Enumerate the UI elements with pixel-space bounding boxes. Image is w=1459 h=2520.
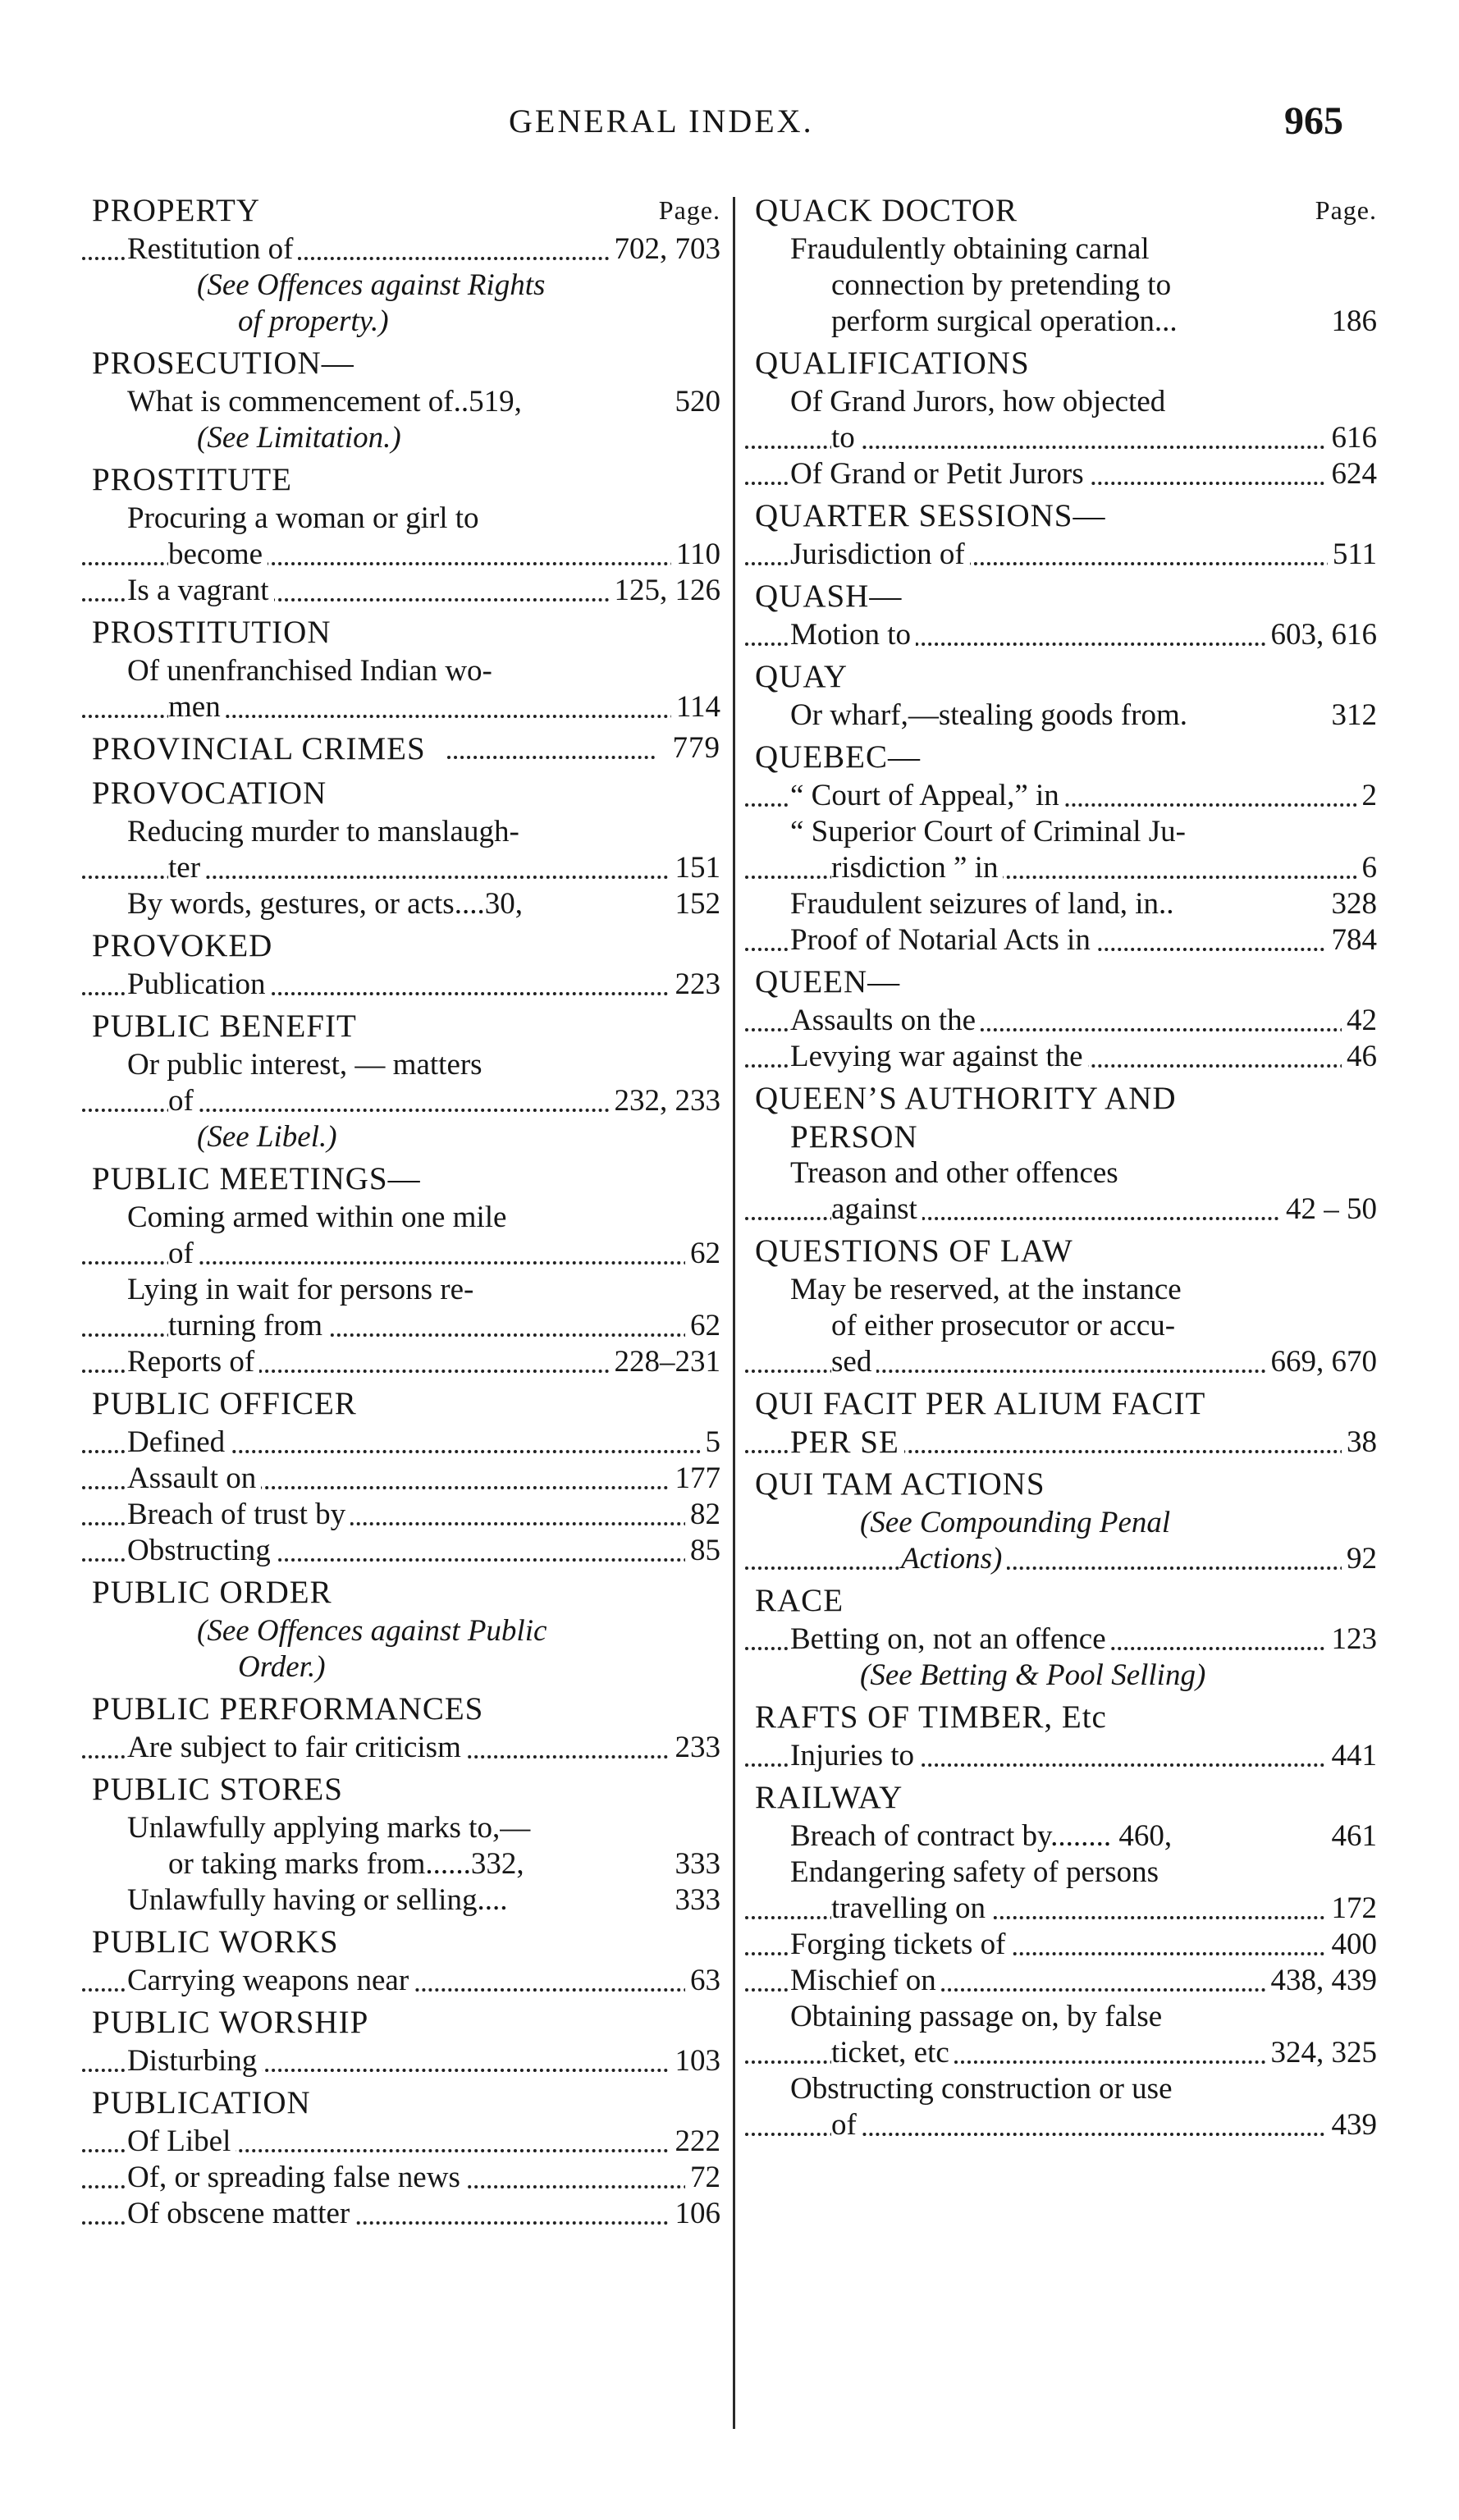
entry-heading-row [82, 345, 720, 384]
entry-line [82, 1497, 720, 1533]
entry-line [745, 1855, 1377, 1891]
index-column-right [745, 192, 1377, 2148]
entry-heading: QUAY [755, 659, 848, 694]
entry-text: Assaults on the [790, 1003, 981, 1039]
entry-heading-row [745, 963, 1377, 1003]
entry-line [745, 1039, 1377, 1075]
entry-heading-row [82, 775, 720, 814]
entry-text: Injuries to [790, 1738, 919, 1774]
index-entry [82, 614, 720, 725]
entry-heading-row [82, 1160, 720, 1200]
entry-line [745, 814, 1377, 850]
entry-page-ref: 114 [671, 689, 720, 725]
entry-text: (See Offences against Public [197, 1613, 551, 1649]
entry-page-ref: 151 [670, 850, 721, 886]
entry-line [745, 617, 1377, 653]
entry-text: Unlawfully applying marks to,— [127, 1810, 535, 1846]
entry-page-ref: 232, 233 [610, 1083, 721, 1119]
running-title: GENERAL INDEX. [509, 103, 814, 139]
entry-line [82, 850, 720, 886]
entry-text: (See Libel.) [197, 1119, 342, 1155]
entry-page-ref: 333 [670, 1882, 721, 1919]
entry-text: What is commencement of..519, [127, 384, 527, 420]
entry-heading: QUI FACIT PER ALIUM FACIT [755, 1386, 1206, 1421]
index-entry [745, 1385, 1377, 1461]
entry-line [82, 384, 720, 420]
entry-line [745, 1425, 1377, 1461]
entry-text: Lying in wait for persons re- [127, 1272, 478, 1308]
index-entry [745, 658, 1377, 734]
entry-page-ref: 92 [1342, 1541, 1377, 1577]
entry-line [82, 1425, 720, 1461]
entry-text: Actions) [901, 1541, 1007, 1577]
index-entry [82, 461, 720, 609]
entry-line [745, 304, 1377, 340]
index-entry [82, 1574, 720, 1685]
entry-heading: PUBLIC PERFORMANCES [92, 1691, 484, 1726]
entry-text: Proof of Notarial Acts in [790, 922, 1095, 958]
entry-text: Fraudulently obtaining carnal [790, 231, 1155, 268]
index-entry [745, 739, 1377, 958]
entry-heading-row [745, 345, 1377, 384]
dot-leader [745, 1566, 1377, 1570]
entry-heading: QUEEN’S AUTHORITY AND [755, 1081, 1177, 1116]
entry-heading: PUBLIC WORKS [92, 1924, 339, 1960]
entry-page-ref: 177 [670, 1461, 721, 1497]
entry-heading: PROSECUTION— [92, 345, 354, 381]
entry-line [745, 1272, 1377, 1308]
entry-page-ref: 186 [1327, 304, 1378, 340]
entry-text: of [831, 2107, 862, 2143]
entry-line [745, 2035, 1377, 2071]
entry-heading-row [82, 2004, 720, 2043]
entry-heading: QUI TAM ACTIONS [755, 1466, 1045, 1502]
entry-text: to [831, 420, 860, 456]
index-entry [82, 927, 720, 1003]
entry-line [745, 1738, 1377, 1774]
entry-line [82, 501, 720, 537]
entry-heading-row [82, 1008, 720, 1047]
entry-heading-row [82, 1574, 720, 1613]
entry-text: men [168, 689, 226, 725]
entry-text: Are subject to fair criticism [127, 1730, 466, 1766]
index-entry [745, 578, 1377, 653]
entry-line [82, 1236, 720, 1272]
entry-page-ref: 106 [670, 2196, 721, 2232]
index-entry [82, 730, 720, 770]
column-divider [733, 197, 735, 2429]
entry-heading: PROVINCIAL CRIMES [92, 731, 426, 766]
entry-line [82, 1461, 720, 1497]
entry-text: Of, or spreading false news [127, 2160, 465, 2196]
entry-text: Defined [127, 1425, 230, 1461]
index-entry [745, 1779, 1377, 2143]
entry-text: or taking marks from......332, [168, 1846, 529, 1882]
entry-line [745, 697, 1377, 734]
entry-text: Jurisdiction of [790, 537, 970, 573]
entry-page-ref: 72 [685, 2160, 720, 2196]
entry-line [745, 778, 1377, 814]
entry-line [745, 1999, 1377, 2035]
entry-page-ref: 62 [685, 1308, 720, 1344]
entry-text: risdiction ” in [831, 850, 1003, 886]
entry-heading-row [745, 1080, 1377, 1119]
entry-heading: PUBLIC MEETINGS— [92, 1161, 421, 1196]
entry-text: Restitution of [127, 231, 298, 268]
entry-line [82, 1730, 720, 1766]
entry-text: Of Grand or Petit Jurors [790, 456, 1089, 492]
entry-line [82, 1308, 720, 1344]
entry-line [745, 2071, 1377, 2107]
entry-text: (See Betting & Pool Selling) [860, 1658, 1210, 1694]
entry-text: become [168, 537, 268, 573]
entry-line [745, 922, 1377, 958]
entry-heading-row [745, 578, 1377, 617]
entry-page-ref: 520 [670, 384, 721, 420]
entry-page-ref: 511 [1328, 537, 1377, 573]
entry-line [745, 1308, 1377, 1344]
entry-text: Coming armed within one mile [127, 1200, 511, 1236]
entry-line [82, 1613, 720, 1649]
entry-text: By words, gestures, or acts....30, [127, 886, 528, 922]
entry-line [82, 1083, 720, 1119]
entry-line [82, 537, 720, 573]
entry-heading-row [82, 927, 720, 967]
entry-page-ref: 439 [1327, 2107, 1378, 2143]
entry-text: of [168, 1236, 199, 1272]
entry-line [82, 814, 720, 850]
entry-page-ref: 400 [1327, 1927, 1378, 1963]
index-entry [82, 2084, 720, 2232]
entry-heading: PROVOKED [92, 928, 273, 963]
index-entry [745, 497, 1377, 573]
index-entry [745, 1582, 1377, 1694]
running-header [0, 99, 1459, 151]
index-entry [745, 1080, 1377, 1228]
entry-page-ref: 125, 126 [610, 573, 721, 609]
entry-heading: PUBLIC ORDER [92, 1575, 332, 1610]
entry-text: Is a vagrant [127, 573, 274, 609]
entry-text: Disturbing [127, 2043, 262, 2079]
entry-line [82, 420, 720, 456]
entry-text: Or public interest, — matters [127, 1047, 487, 1083]
entry-heading-row [82, 1690, 720, 1730]
entry-text: of either prosecutor or accu- [831, 1308, 1180, 1344]
entry-text: Betting on, not an offence [790, 1621, 1111, 1658]
entry-page-ref: 223 [670, 967, 721, 1003]
entry-line [745, 1541, 1377, 1577]
entry-text: Levying war against the [790, 1039, 1088, 1075]
entry-line [745, 1155, 1377, 1191]
entry-page-ref: 82 [685, 1497, 720, 1533]
entry-line [82, 268, 720, 304]
entry-text: Of Grand Jurors, how objected [790, 384, 1170, 420]
entry-text: Breach of trust by [127, 1497, 350, 1533]
entry-text: Reducing murder to manslaugh- [127, 814, 524, 850]
entry-heading: PUBLIC BENEFIT [92, 1008, 357, 1044]
entry-page-ref: 85 [685, 1533, 720, 1569]
entry-text: Mischief on [790, 1963, 941, 1999]
entry-line [82, 1200, 720, 1236]
entry-line [82, 1533, 720, 1569]
entry-text: Carrying weapons near [127, 1963, 414, 1999]
entry-page-ref: 123 [1327, 1621, 1378, 1658]
entry-text: Reports of [127, 1344, 259, 1380]
entry-line [745, 1344, 1377, 1380]
entry-page-ref: 103 [670, 2043, 721, 2079]
entry-page-ref: 441 [1327, 1738, 1378, 1774]
entry-text: Fraudulent seizures of land, in.. [790, 886, 1179, 922]
entry-text: (See Compounding Penal [860, 1505, 1175, 1541]
entry-line [82, 653, 720, 689]
entry-line [745, 1927, 1377, 1963]
entry-line [82, 1649, 720, 1685]
entry-text: Publication [127, 967, 271, 1003]
entry-text: PER SE [790, 1425, 904, 1461]
entry-heading: QUASH— [755, 579, 903, 614]
entry-heading-row [82, 1385, 720, 1425]
entry-text: May be reserved, at the instance [790, 1272, 1187, 1308]
entry-page-ref: 2 [1357, 778, 1378, 814]
entry-heading: RAILWAY [755, 1780, 903, 1815]
entry-line [82, 1810, 720, 1846]
entry-page-ref: 222 [670, 2124, 721, 2160]
entry-page-ref: 42 [1342, 1003, 1377, 1039]
entry-line [745, 1658, 1377, 1694]
entry-heading-row [745, 739, 1377, 778]
entry-text: perform surgical operation... [831, 304, 1182, 340]
index-entry [745, 345, 1377, 492]
entry-page-ref: 438, 439 [1266, 1963, 1378, 1999]
entry-line [745, 1505, 1377, 1541]
entry-page-ref: 333 [670, 1846, 721, 1882]
entry-line [82, 1344, 720, 1380]
entry-line [745, 2107, 1377, 2143]
entry-line [82, 967, 720, 1003]
entry-line [745, 537, 1377, 573]
index-entry [82, 1771, 720, 1919]
entry-page-ref: 46 [1342, 1039, 1377, 1075]
entry-page-ref: 233 [670, 1730, 721, 1766]
entry-text: Endangering safety of persons [790, 1855, 1164, 1891]
index-entry [82, 1690, 720, 1766]
index-entry [745, 1699, 1377, 1774]
entry-text: (See Offences against Rights [197, 268, 550, 304]
entry-text: Breach of contract by........ 460, [790, 1818, 1177, 1855]
entry-line [82, 886, 720, 922]
entry-line [745, 268, 1377, 304]
entry-heading: PROSTITUTION [92, 615, 332, 650]
entry-heading: PUBLIC WORSHIP [92, 2005, 369, 2040]
entry-heading-row [745, 497, 1377, 537]
entry-page-ref: 779 [672, 731, 720, 765]
entry-text: Procuring a woman or girl to [127, 501, 484, 537]
entry-heading: QUESTIONS OF LAW [755, 1233, 1073, 1269]
entry-heading-row [82, 461, 720, 501]
index-entry [82, 775, 720, 922]
entry-page-ref: 110 [671, 537, 720, 573]
entry-text: Or wharf,—stealing goods from. [790, 697, 1192, 734]
entry-heading-row [745, 1233, 1377, 1272]
entry-line [745, 886, 1377, 922]
entry-text: sed [831, 1344, 876, 1380]
entry-text: (See Limitation.) [197, 420, 406, 456]
entry-text: connection by pretending to [831, 268, 1176, 304]
entry-line [82, 2124, 720, 2160]
entry-line [82, 231, 720, 268]
entry-text: ticket, etc [831, 2035, 954, 2071]
entry-text: Of unenfranchised Indian wo- [127, 653, 497, 689]
entry-heading-row [82, 614, 720, 653]
entry-page-ref: 461 [1327, 1818, 1378, 1855]
entry-heading-row [745, 1385, 1377, 1425]
entry-line [745, 1191, 1377, 1228]
entry-page-ref: 228–231 [610, 1344, 721, 1380]
entry-heading-row [745, 1466, 1377, 1505]
index-entry [745, 192, 1377, 340]
dot-leader [447, 756, 655, 759]
entry-line [82, 1882, 720, 1919]
entry-page-ref: 63 [685, 1963, 720, 1999]
entry-line [82, 2043, 720, 2079]
entry-heading-row [82, 730, 720, 770]
entry-page-ref: 62 [685, 1236, 720, 1272]
entry-text: PERSON [790, 1119, 923, 1155]
entry-heading: QUALIFICATIONS [755, 345, 1030, 381]
entry-text: Unlawfully having or selling.... [127, 1882, 512, 1919]
entry-line [745, 1003, 1377, 1039]
entry-text: Obstructing [127, 1533, 276, 1569]
entry-heading: QUEEN— [755, 964, 901, 999]
entry-page-ref: 324, 325 [1266, 2035, 1378, 2071]
entry-heading-row [745, 1699, 1377, 1738]
entry-heading: RAFTS OF TIMBER, Etc [755, 1699, 1107, 1735]
entry-line [82, 1272, 720, 1308]
index-entry [82, 345, 720, 456]
entry-text: turning from [168, 1308, 327, 1344]
entry-page-ref: 702, 703 [610, 231, 721, 268]
entry-page-ref: 172 [1327, 1891, 1378, 1927]
page-number: 965 [1284, 99, 1343, 143]
entry-line [82, 2196, 720, 2232]
entry-line [745, 456, 1377, 492]
entry-text: Motion to [790, 617, 916, 653]
entry-text: against [831, 1191, 922, 1228]
entry-page-ref: 152 [670, 886, 721, 922]
index-entry [745, 1233, 1377, 1380]
entry-text: ter [168, 850, 205, 886]
entry-line [82, 2160, 720, 2196]
index-column-left [82, 192, 720, 2237]
entry-line [82, 1846, 720, 1882]
entry-text: Obtaining passage on, by false [790, 1999, 1167, 2035]
entry-heading-row [82, 1771, 720, 1810]
index-entry [82, 1008, 720, 1155]
entry-line [745, 1818, 1377, 1855]
entry-line [82, 1119, 720, 1155]
entry-heading-row [745, 192, 1377, 231]
entry-heading: QUEBEC— [755, 739, 921, 775]
entry-page-ref: 603, 616 [1266, 617, 1378, 653]
entry-line [745, 231, 1377, 268]
entry-line [82, 304, 720, 340]
entry-heading: PUBLIC STORES [92, 1772, 343, 1807]
entry-text: Forging tickets of [790, 1927, 1010, 1963]
entry-line [82, 573, 720, 609]
entry-heading: PUBLIC OFFICER [92, 1386, 357, 1421]
entry-line [745, 1621, 1377, 1658]
entry-heading: PROPERTY [92, 193, 261, 228]
entry-text: Of obscene matter [127, 2196, 354, 2232]
entry-page-ref: 669, 670 [1266, 1344, 1378, 1380]
entry-page-ref: 616 [1327, 420, 1378, 456]
entry-text: Treason and other offences [790, 1155, 1123, 1191]
entry-text: travelling on [831, 1891, 990, 1927]
entry-text: “ Court of Appeal,” in [790, 778, 1064, 814]
entry-line [745, 1891, 1377, 1927]
page-column-label: Page. [658, 195, 720, 225]
entry-heading: QUACK DOCTOR [755, 193, 1018, 228]
entry-text: Obstructing construction or use [790, 2071, 1178, 2107]
entry-heading: PROSTITUTE [92, 462, 292, 497]
page-column-label: Page. [1315, 195, 1377, 225]
entry-heading: PROVOCATION [92, 775, 327, 811]
entry-line [82, 689, 720, 725]
entry-heading-row [745, 658, 1377, 697]
entry-heading-row [82, 192, 720, 231]
index-entry [82, 192, 720, 340]
entry-heading-row [82, 2084, 720, 2124]
entry-text: of property.) [238, 304, 394, 340]
entry-page-ref: 6 [1357, 850, 1378, 886]
entry-page-ref: 38 [1342, 1425, 1377, 1461]
entry-line [82, 1047, 720, 1083]
entry-line [745, 1963, 1377, 1999]
index-entry [82, 1160, 720, 1380]
entry-text: Order.) [238, 1649, 331, 1685]
entry-line [82, 1963, 720, 1999]
index-entry [745, 1466, 1377, 1577]
entry-line [745, 850, 1377, 886]
entry-heading-row [82, 1923, 720, 1963]
entry-line [745, 420, 1377, 456]
entry-page-ref: 5 [701, 1425, 721, 1461]
entry-heading: QUARTER SESSIONS— [755, 498, 1106, 533]
entry-heading: RACE [755, 1583, 844, 1618]
entry-line [745, 1119, 1377, 1155]
index-entry [745, 963, 1377, 1075]
entry-heading-row [745, 1779, 1377, 1818]
entry-heading: PUBLICATION [92, 2085, 311, 2120]
index-entry [82, 2004, 720, 2079]
entry-text: Assault on [127, 1461, 261, 1497]
index-entry [82, 1923, 720, 1999]
entry-text: “ Superior Court of Criminal Ju- [790, 814, 1191, 850]
entry-page-ref: 784 [1327, 922, 1378, 958]
entry-page-ref: 328 [1327, 886, 1378, 922]
entry-page-ref: 312 [1327, 697, 1378, 734]
entry-text: Of Libel [127, 2124, 236, 2160]
entry-page-ref: 42 – 50 [1281, 1191, 1377, 1228]
entry-page-ref: 624 [1327, 456, 1378, 492]
index-entry [82, 1385, 720, 1569]
entry-heading-row [745, 1582, 1377, 1621]
entry-text: of [168, 1083, 199, 1119]
entry-line [745, 384, 1377, 420]
